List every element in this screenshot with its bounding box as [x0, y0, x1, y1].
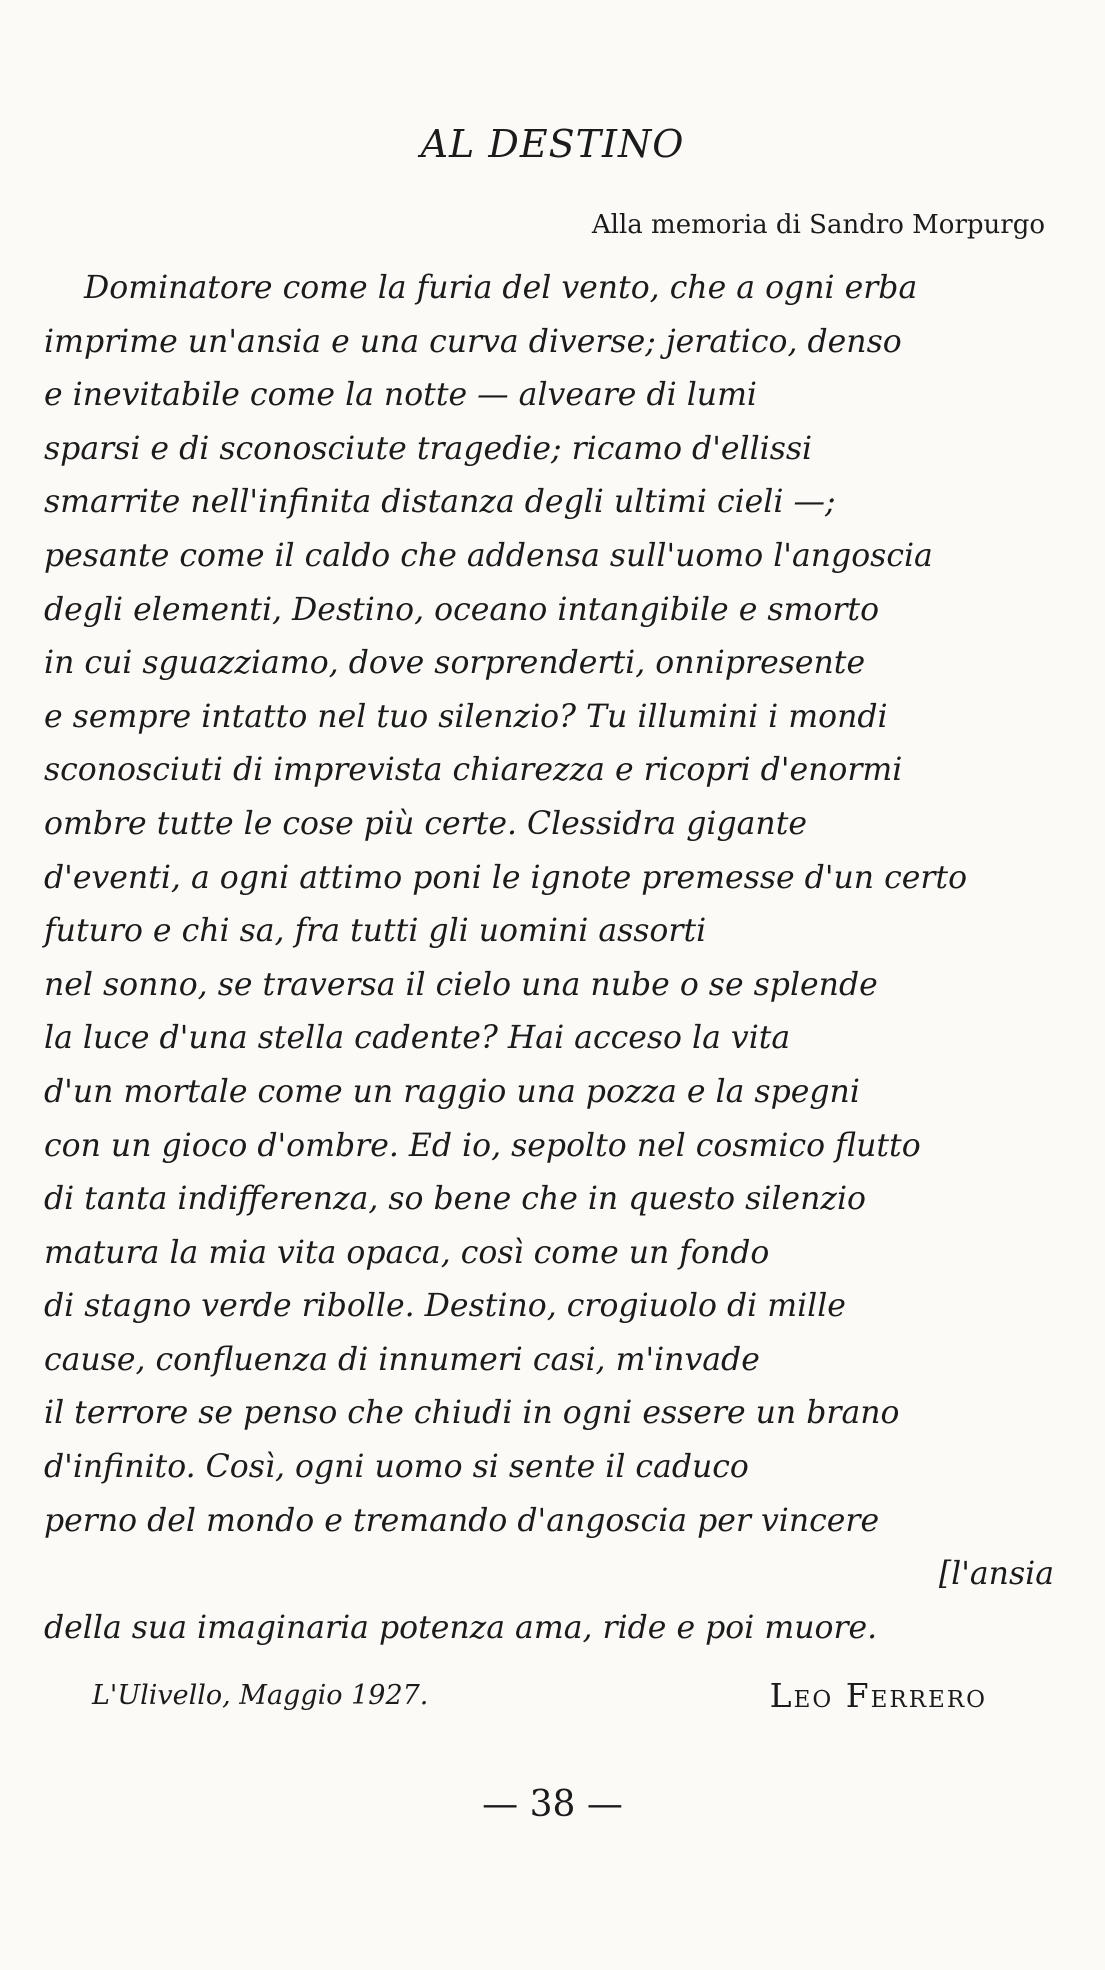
poem-line: e sempre intatto nel tuo silenzio? Tu illumini i mondi — [44, 698, 888, 735]
poem-line: d'infinito. Così, ogni uomo si sente il caduco — [44, 1449, 749, 1486]
poem-line: d'un mortale come un raggio una pozza e la spegni — [44, 1073, 860, 1110]
place-date: L'Ulivello, Maggio 1927. — [92, 1680, 429, 1711]
poem-line: ombre tutte le cose più certe. Clessidra gigante — [44, 805, 807, 842]
poem-line: pesante come il caldo che addensa sull'uomo l'angoscia — [44, 537, 933, 574]
poem-body — [44, 262, 1054, 1655]
poem-line: in cui sguazziamo, dove sorprenderti, onnipresente — [44, 645, 866, 682]
poem-line: sparsi e di sconosciute tragedie; ricamo d'ellissi — [44, 430, 813, 467]
poem-line: smarrite nell'infinita distanza degli ultimi cieli —; — [44, 484, 836, 521]
poem-line: futuro e chi sa, fra tutti gli uomini assorti — [44, 913, 707, 950]
poem-line: della sua imaginaria potenza ama, ride e poi muore. — [44, 1609, 878, 1646]
poem-line: sconosciuti di imprevista chiarezza e ricopri d'enormi — [44, 752, 903, 789]
poem-line: degli elementi, Destino, oceano intangibile e smorto — [44, 591, 880, 628]
poem-title: AL DESTINO — [420, 122, 685, 166]
poem-line: Dominatore come la furia del vento, che a ogni erba — [84, 270, 918, 306]
poem-line: con un gioco d'ombre. Ed io, sepolto nel cosmico flutto — [44, 1127, 921, 1164]
poem-line: imprime un'ansia e una curva diverse; jeratico, denso — [44, 323, 902, 360]
poem-line: d'eventi, a ogni attimo poni le ignote premesse d'un certo — [44, 859, 968, 896]
poem-line: matura la mia vita opaca, così come un fondo — [44, 1234, 770, 1271]
poem-line: nel sonno, se traversa il cielo una nube o se splende — [44, 966, 878, 1003]
poem-line: di stagno verde ribolle. Destino, crogiuolo di mille — [44, 1288, 846, 1325]
author-signature: Leo Ferrero — [769, 1676, 987, 1715]
dedication: Alla memoria di Sandro Morpurgo — [591, 210, 1045, 240]
poem-line: il terrore se penso che chiudi in ogni essere un brano — [44, 1395, 900, 1432]
poem-line: di tanta indifferenza, so bene che in questo silenzio — [44, 1181, 866, 1218]
poem-line-continuation: [l'ansia — [938, 1556, 1054, 1593]
poem-line: e inevitabile come la notte — alveare di lumi — [44, 377, 758, 414]
poem-line: la luce d'una stella cadente? Hai acceso la vita — [44, 1020, 791, 1057]
poem-line: cause, confluenza di innumeri casi, m'invade — [44, 1341, 760, 1378]
page-number: — 38 — — [482, 1784, 623, 1825]
poem-line: perno del mondo e tremando d'angoscia per vincere — [44, 1502, 880, 1539]
